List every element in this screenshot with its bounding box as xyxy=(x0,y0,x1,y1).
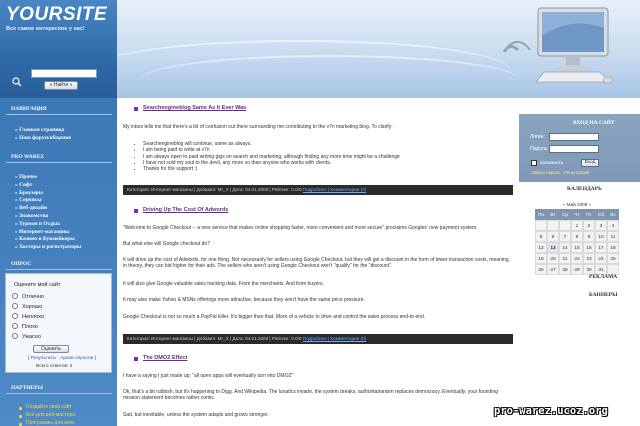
post-text: Google Checkout is not so much a PayPal killer. It's bigger than that. More of a vehicle to drive and control the sales process end-to-end. xyxy=(123,314,426,320)
poll-results-links[interactable]: [ Результаты · Архив опросов ] xyxy=(28,356,96,361)
post-meta: Категория: Интернет-магазины | Добавил: Mr_X | Дата: 04.01.2008 | Рейтинг: 0.0/0 xyxy=(127,187,302,192)
bullet-icon xyxy=(19,415,22,418)
poll-option[interactable]: Отлично xyxy=(12,293,44,300)
poll-option[interactable]: Хорошо xyxy=(12,303,42,310)
calendar-day[interactable]: 24 xyxy=(595,253,607,264)
navigation-list xyxy=(15,127,71,143)
login-box xyxy=(519,114,640,182)
calendar-day[interactable]: 11 xyxy=(607,231,619,242)
radio-button[interactable] xyxy=(12,293,18,299)
right-sidebar xyxy=(519,98,640,426)
login-label: Логин: xyxy=(530,134,545,140)
bullet-icon xyxy=(19,407,22,410)
partner-link[interactable]: Создайте свой сайт xyxy=(26,404,72,410)
vote-button[interactable]: Оценить xyxy=(33,345,69,353)
nav-item-travel[interactable]: » Туризм и Отдых xyxy=(15,221,81,229)
password-input[interactable] xyxy=(549,145,599,153)
calendar-day[interactable]: 6 xyxy=(547,231,559,242)
calendar-day[interactable]: 20 xyxy=(547,253,559,264)
post-bullet-list xyxy=(137,141,400,172)
calendar-day[interactable]: 23 xyxy=(583,253,595,264)
search-button[interactable]: « Найти » xyxy=(44,81,78,90)
calendar-day[interactable]: 16 xyxy=(583,242,595,253)
nav-item-services[interactable]: » Сервисы xyxy=(15,197,81,205)
calendar-day[interactable]: 12 xyxy=(535,242,547,253)
calendar-day[interactable]: 26 xyxy=(535,264,547,275)
post-text: "Welcome to Google Checkout -- a new service that makes online shopping faster, more convenient and more secure" proclaims Googles' new payment system. xyxy=(123,225,478,231)
calendar-day[interactable]: 15 xyxy=(571,242,583,253)
calendar-day[interactable]: 14 xyxy=(559,242,571,253)
post-meta-bar xyxy=(123,334,513,344)
nav-item-forum[interactable]: » Наш форум/общение xyxy=(15,135,71,143)
watermark-text: pro-warez.ucoz.org xyxy=(494,405,608,417)
calendar-day xyxy=(559,220,571,231)
calendar-day[interactable]: 31 xyxy=(595,264,607,275)
nav-item-browsers[interactable]: » Броузеры xyxy=(15,190,81,198)
calendar-day[interactable]: 28 xyxy=(559,264,571,275)
calendar-day[interactable]: 22 xyxy=(571,253,583,264)
calendar-day[interactable]: 8 xyxy=(571,231,583,242)
remember-label: запомнить xyxy=(540,161,564,166)
post-meta-bar xyxy=(123,185,513,195)
list-item: • I am always open to paid writing gigs on search and marketing, although finding any more time might be a challenge xyxy=(143,154,400,160)
nav-item-software[interactable]: » Софт xyxy=(15,182,81,190)
post-bullet-icon xyxy=(134,107,138,111)
computer-illustration-icon xyxy=(500,6,618,86)
divider xyxy=(6,162,112,163)
calendar-month: Май 2008 xyxy=(566,202,588,207)
calendar-day[interactable]: 9 xyxy=(583,231,595,242)
nav-item-casino[interactable]: » Казино и Букмейкеры xyxy=(15,236,81,244)
calendar-day[interactable]: 5 xyxy=(535,231,547,242)
calendar-weekday: Вс xyxy=(607,209,619,220)
calendar-day[interactable]: 3 xyxy=(595,220,607,231)
left-sidebar xyxy=(0,98,117,426)
poll-question: Оцените мой сайт xyxy=(14,282,61,288)
password-label: Пароль: xyxy=(530,146,549,152)
post-title[interactable]: Searchengineblog Same As It Ever Was xyxy=(143,105,247,111)
site-slogan: Все самое интересное у нас! xyxy=(6,26,85,32)
poll-option[interactable]: Ужасно xyxy=(12,333,41,340)
calendar-day[interactable]: 25 xyxy=(607,253,619,264)
partners-heading: ПАРТНЕРЫ xyxy=(11,385,44,391)
calendar-day[interactable]: 27 xyxy=(547,264,559,275)
main-content xyxy=(117,98,519,426)
next-month-link[interactable]: » xyxy=(588,202,592,207)
calendar-weekday: Вт xyxy=(547,209,559,220)
calendar-weekday: Сб xyxy=(595,209,607,220)
nav-item-web-design[interactable]: » Веб-дизайн xyxy=(15,205,81,213)
calendar-grid xyxy=(535,209,619,275)
list-item: • Thanks for the support :) xyxy=(143,166,400,172)
calendar-day[interactable]: 18 xyxy=(607,242,619,253)
calendar-day[interactable]: 13 xyxy=(547,242,559,253)
partner-link[interactable]: Программы для всех xyxy=(26,420,75,426)
calendar-day xyxy=(535,220,547,231)
nav-item-shops[interactable]: » Интернет-магазины xyxy=(15,229,81,237)
login-help-links[interactable]: Забыл пароль · Регистрация xyxy=(532,170,590,175)
poll-heading: ОПРОС xyxy=(11,261,32,267)
post-text: My inbox tells me that there's a bit of confusion out there surrounding me contributing to the v7n marketing blog. To clarify: xyxy=(123,124,393,130)
post-more-link[interactable]: Подробнее | Комментарии (0) xyxy=(302,187,367,192)
calendar-day xyxy=(547,220,559,231)
calendar-day[interactable]: 21 xyxy=(559,253,571,264)
calendar-day[interactable]: 17 xyxy=(595,242,607,253)
calendar-weekday: Ср xyxy=(559,209,571,220)
radio-button[interactable] xyxy=(12,323,18,329)
divider xyxy=(6,269,112,270)
post-more-link[interactable]: Подробнее | Комментарии (0) xyxy=(302,336,367,341)
login-input[interactable] xyxy=(549,133,599,141)
partner-link[interactable]: Все для веб-мастера xyxy=(26,412,76,418)
pro-warez-list xyxy=(15,174,81,252)
site-header xyxy=(0,0,640,98)
divider xyxy=(6,114,112,115)
calendar-day[interactable]: 2 xyxy=(583,220,595,231)
site-logo[interactable]: YOURSITE xyxy=(6,4,108,25)
calendar xyxy=(535,201,619,275)
divider xyxy=(6,393,112,394)
list-item: • I am being paid to write at v7n xyxy=(143,147,400,153)
login-heading: ВХОД НА САЙТ xyxy=(573,120,615,126)
post-text: Ok, that's a bit rubbish, but it's happening to Digg. And Wikipedia. The lunatics invade, the system breaks, authoritarianism replaces democracy. Eventually, your founding mission statement becomes rather comic. xyxy=(123,389,498,402)
search-input[interactable] xyxy=(31,69,97,78)
nav-item-dating[interactable]: » Знакомства xyxy=(15,213,81,221)
post-text: It may also make Yahoo & MSNs offerings more attractive, because they won't have the same price pressure. xyxy=(123,297,365,303)
poll-option[interactable]: Неплохо xyxy=(12,313,44,320)
login-button[interactable]: Вход xyxy=(581,159,599,167)
nav-item-hosting[interactable]: » Хостеры и регистраторы xyxy=(15,244,81,252)
pro-warez-heading: PRO WAREZ xyxy=(11,154,45,160)
post-title[interactable]: The DMOZ Effect xyxy=(143,355,188,361)
calendar-day[interactable]: 7 xyxy=(559,231,571,242)
calendar-weekday: Чт xyxy=(571,209,583,220)
nav-item-home[interactable]: » Главная страница xyxy=(15,127,71,135)
calendar-day[interactable]: 29 xyxy=(571,264,583,275)
calendar-day[interactable]: 19 xyxy=(535,253,547,264)
radio-button[interactable] xyxy=(12,303,18,309)
calendar-heading: КАЛЕНДАРЬ xyxy=(567,186,602,192)
post-text: Sad, but inevitable, unless the system adapts and grows stronger. xyxy=(123,412,269,418)
calendar-day[interactable]: 4 xyxy=(607,220,619,231)
calendar-weekday: Пт xyxy=(583,209,595,220)
prev-month-link[interactable]: « xyxy=(562,202,566,207)
nav-item-other[interactable]: » Прочее xyxy=(15,174,81,182)
post-text: It will also give Google valuable sales tracking data. From the merchants. And from buyers. xyxy=(123,281,324,287)
ads-heading: РЕКЛАМА xyxy=(589,274,618,280)
post-text: But what else will Google checkout do? xyxy=(123,241,210,247)
list-item: • Searchengineblog will continue, same as always. xyxy=(143,141,400,147)
post-text: It will drive up the cost of Adwords, for one thing. Not necessarily for sellers using Google Checkout, but they will get a discount in the form of lower transaction costs, meaning, in theory, they can bid higher for their ads. The sellers who aren't using Google Checkout won't "qualify" for the "discount". xyxy=(123,257,510,270)
header-swoosh xyxy=(140,55,520,98)
banners-heading: БАННЕРЫ xyxy=(589,292,618,298)
poll-total: Всего ответов: 2 xyxy=(36,364,73,369)
list-item: • I have not sold my soul to the devil, any more so than anyone who works with clients. xyxy=(143,160,400,166)
remember-checkbox[interactable] xyxy=(531,160,537,166)
logo-block xyxy=(0,0,117,98)
radio-button[interactable] xyxy=(12,333,18,339)
calendar-weekday: Пн xyxy=(535,209,547,220)
post-bullet-icon xyxy=(134,209,138,213)
calendar-day[interactable]: 1 xyxy=(571,220,583,231)
poll-option[interactable]: Плохо xyxy=(12,323,38,330)
calendar-day[interactable]: 10 xyxy=(595,231,607,242)
post-text: I have a saying I just made up; "all open apps will eventually turn into DMOZ" xyxy=(123,373,294,379)
post-meta: Категория: Интернет-магазины | Добавил: Mr_X | Дата: 04.01.2008 | Рейтинг: 0.0/0 xyxy=(127,336,302,341)
radio-button[interactable] xyxy=(12,313,18,319)
post-title[interactable]: Driving Up The Cost Of Adwords xyxy=(143,207,229,213)
calendar-month-bar xyxy=(535,201,619,209)
poll-box xyxy=(5,273,112,373)
calendar-day[interactable]: 30 xyxy=(583,264,595,275)
magnifier-icon xyxy=(12,77,22,87)
navigation-heading: НАВИГАЦИЯ xyxy=(11,106,47,112)
post-bullet-icon xyxy=(134,357,138,361)
